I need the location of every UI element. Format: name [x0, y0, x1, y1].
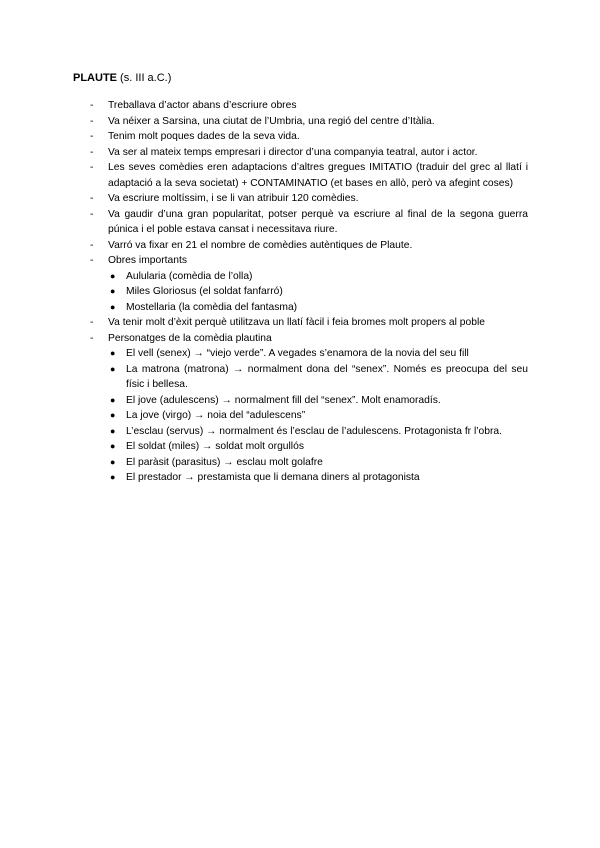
sub-list-item [90, 470, 528, 486]
list-item-text: Va gaudir d’una gran popularitat, potser perquè va escriure al final de la segona guerra púnica i el poble estava cansat i necessitava riure. [108, 208, 528, 235]
sub-list-item-text: El soldat (miles) → soldat molt orgullós [126, 441, 304, 452]
sub-list-item-text: El paràsit (parasitus) → esclau molt golafre [126, 456, 323, 468]
sub-list-item [90, 300, 528, 316]
list-item [90, 253, 528, 269]
list-item-text: Va ser al mateix temps empresari i director d’una companyia teatral, autor i actor. [108, 146, 478, 158]
list-item [90, 145, 528, 161]
bullet-icon: ● [110, 410, 116, 420]
list-item [90, 191, 528, 207]
sub-list-item-text: El vell (senex) → “viejo verde”. A vegades s’enamora de la novia del seu fill [126, 348, 469, 359]
sub-list-item-text: L’esclau (servus) → normalment és l’esclau de l’adulescens. Protagonista fr l’obra. [126, 425, 503, 437]
title-name: PLAUTE [73, 72, 117, 84]
list-item-text: Va escriure moltíssim, i se li van atribuir 120 comèdies. [108, 193, 359, 204]
list-item [90, 331, 528, 347]
list-item-text: Tenim molt poques dades de la seva vida. [108, 131, 300, 142]
sub-list-item [90, 346, 528, 362]
sub-list [90, 346, 528, 486]
list-item-text: Les seves comèdies eren adaptacions d’altres gregues IMITATIO (traduir del grec al llatí i adaptació a la seva societat) + CONTAMINATIO (et bases en allò, però va afegint coses) [108, 162, 528, 189]
list-item-text: Treballava d’actor abans d’escriure obres [108, 100, 297, 111]
dash-marker: - [90, 131, 94, 142]
list-item-text: Va néixer a Sarsina, una ciutat de l’Umbria, una regió del centre d’Itàlia. [108, 115, 435, 127]
list-item [90, 129, 528, 145]
list-item [90, 160, 528, 191]
sub-list-item [90, 362, 528, 393]
list-item-text: Va tenir molt d’èxit perquè utilitzava un llatí fàcil i feia bromes molt propers al poble [108, 317, 485, 328]
bullet-icon: ● [110, 472, 116, 482]
list-item-text: Obres importants [108, 255, 187, 266]
list-item [90, 315, 528, 331]
bullet-icon: ● [110, 456, 116, 467]
list-item [90, 114, 528, 130]
title-period: (s. III a.C.) [117, 72, 172, 84]
sub-list-item [90, 284, 528, 300]
dash-marker: - [90, 317, 94, 328]
bullet-icon: ● [110, 270, 116, 281]
dash-marker: - [90, 255, 94, 266]
sub-list-item-text: La jove (virgo) → noia del “adulescens” [126, 410, 306, 421]
content-list [90, 98, 528, 486]
dash-marker: - [90, 146, 94, 158]
sub-list-item [90, 424, 528, 440]
list-item [90, 207, 528, 238]
sub-list-item-text: Aulularia (comèdia de l’olla) [126, 270, 253, 282]
dash-marker: - [90, 239, 94, 251]
list-item [90, 98, 528, 114]
bullet-icon: ● [110, 348, 116, 358]
list-item-text: Varró va fixar en 21 el nombre de comèdies autèntiques de Plaute. [108, 239, 413, 251]
sub-list-item [90, 393, 528, 409]
dash-marker: - [90, 208, 94, 220]
sub-list-item-text: El prestador → prestamista que li demana diners al protagonista [126, 472, 420, 483]
dash-marker: - [90, 193, 94, 204]
sub-list [90, 269, 528, 316]
sub-list-item-text: Mostellaria (la comèdia del fantasma) [126, 301, 298, 313]
bullet-icon: ● [110, 286, 116, 296]
dash-marker: - [90, 100, 94, 111]
sub-list-item-text: El jove (adulescens) → normalment fill del “senex”. Molt enamoradís. [126, 394, 441, 406]
bullet-icon: ● [110, 441, 116, 451]
bullet-icon: ● [110, 425, 116, 436]
dash-marker: - [90, 115, 94, 127]
list-item-text: Personatges de la comèdia plautina [108, 332, 272, 344]
sub-list-item-text: La matrona (matrona) → normalment dona del “senex”. Només es preocupa del seu físic i bellesa. [126, 363, 528, 390]
page-title [73, 71, 171, 85]
dash-marker: - [90, 332, 94, 344]
sub-list-item [90, 269, 528, 285]
list-item [90, 238, 528, 254]
dash-marker: - [90, 162, 94, 173]
bullet-icon: ● [110, 363, 116, 374]
sub-list-item [90, 439, 528, 455]
sub-list-item [90, 408, 528, 424]
bullet-icon: ● [110, 394, 116, 405]
sub-list-item-text: Miles Gloriosus (el soldat fanfarró) [126, 286, 283, 297]
sub-list-item [90, 455, 528, 471]
bullet-icon: ● [110, 301, 116, 312]
